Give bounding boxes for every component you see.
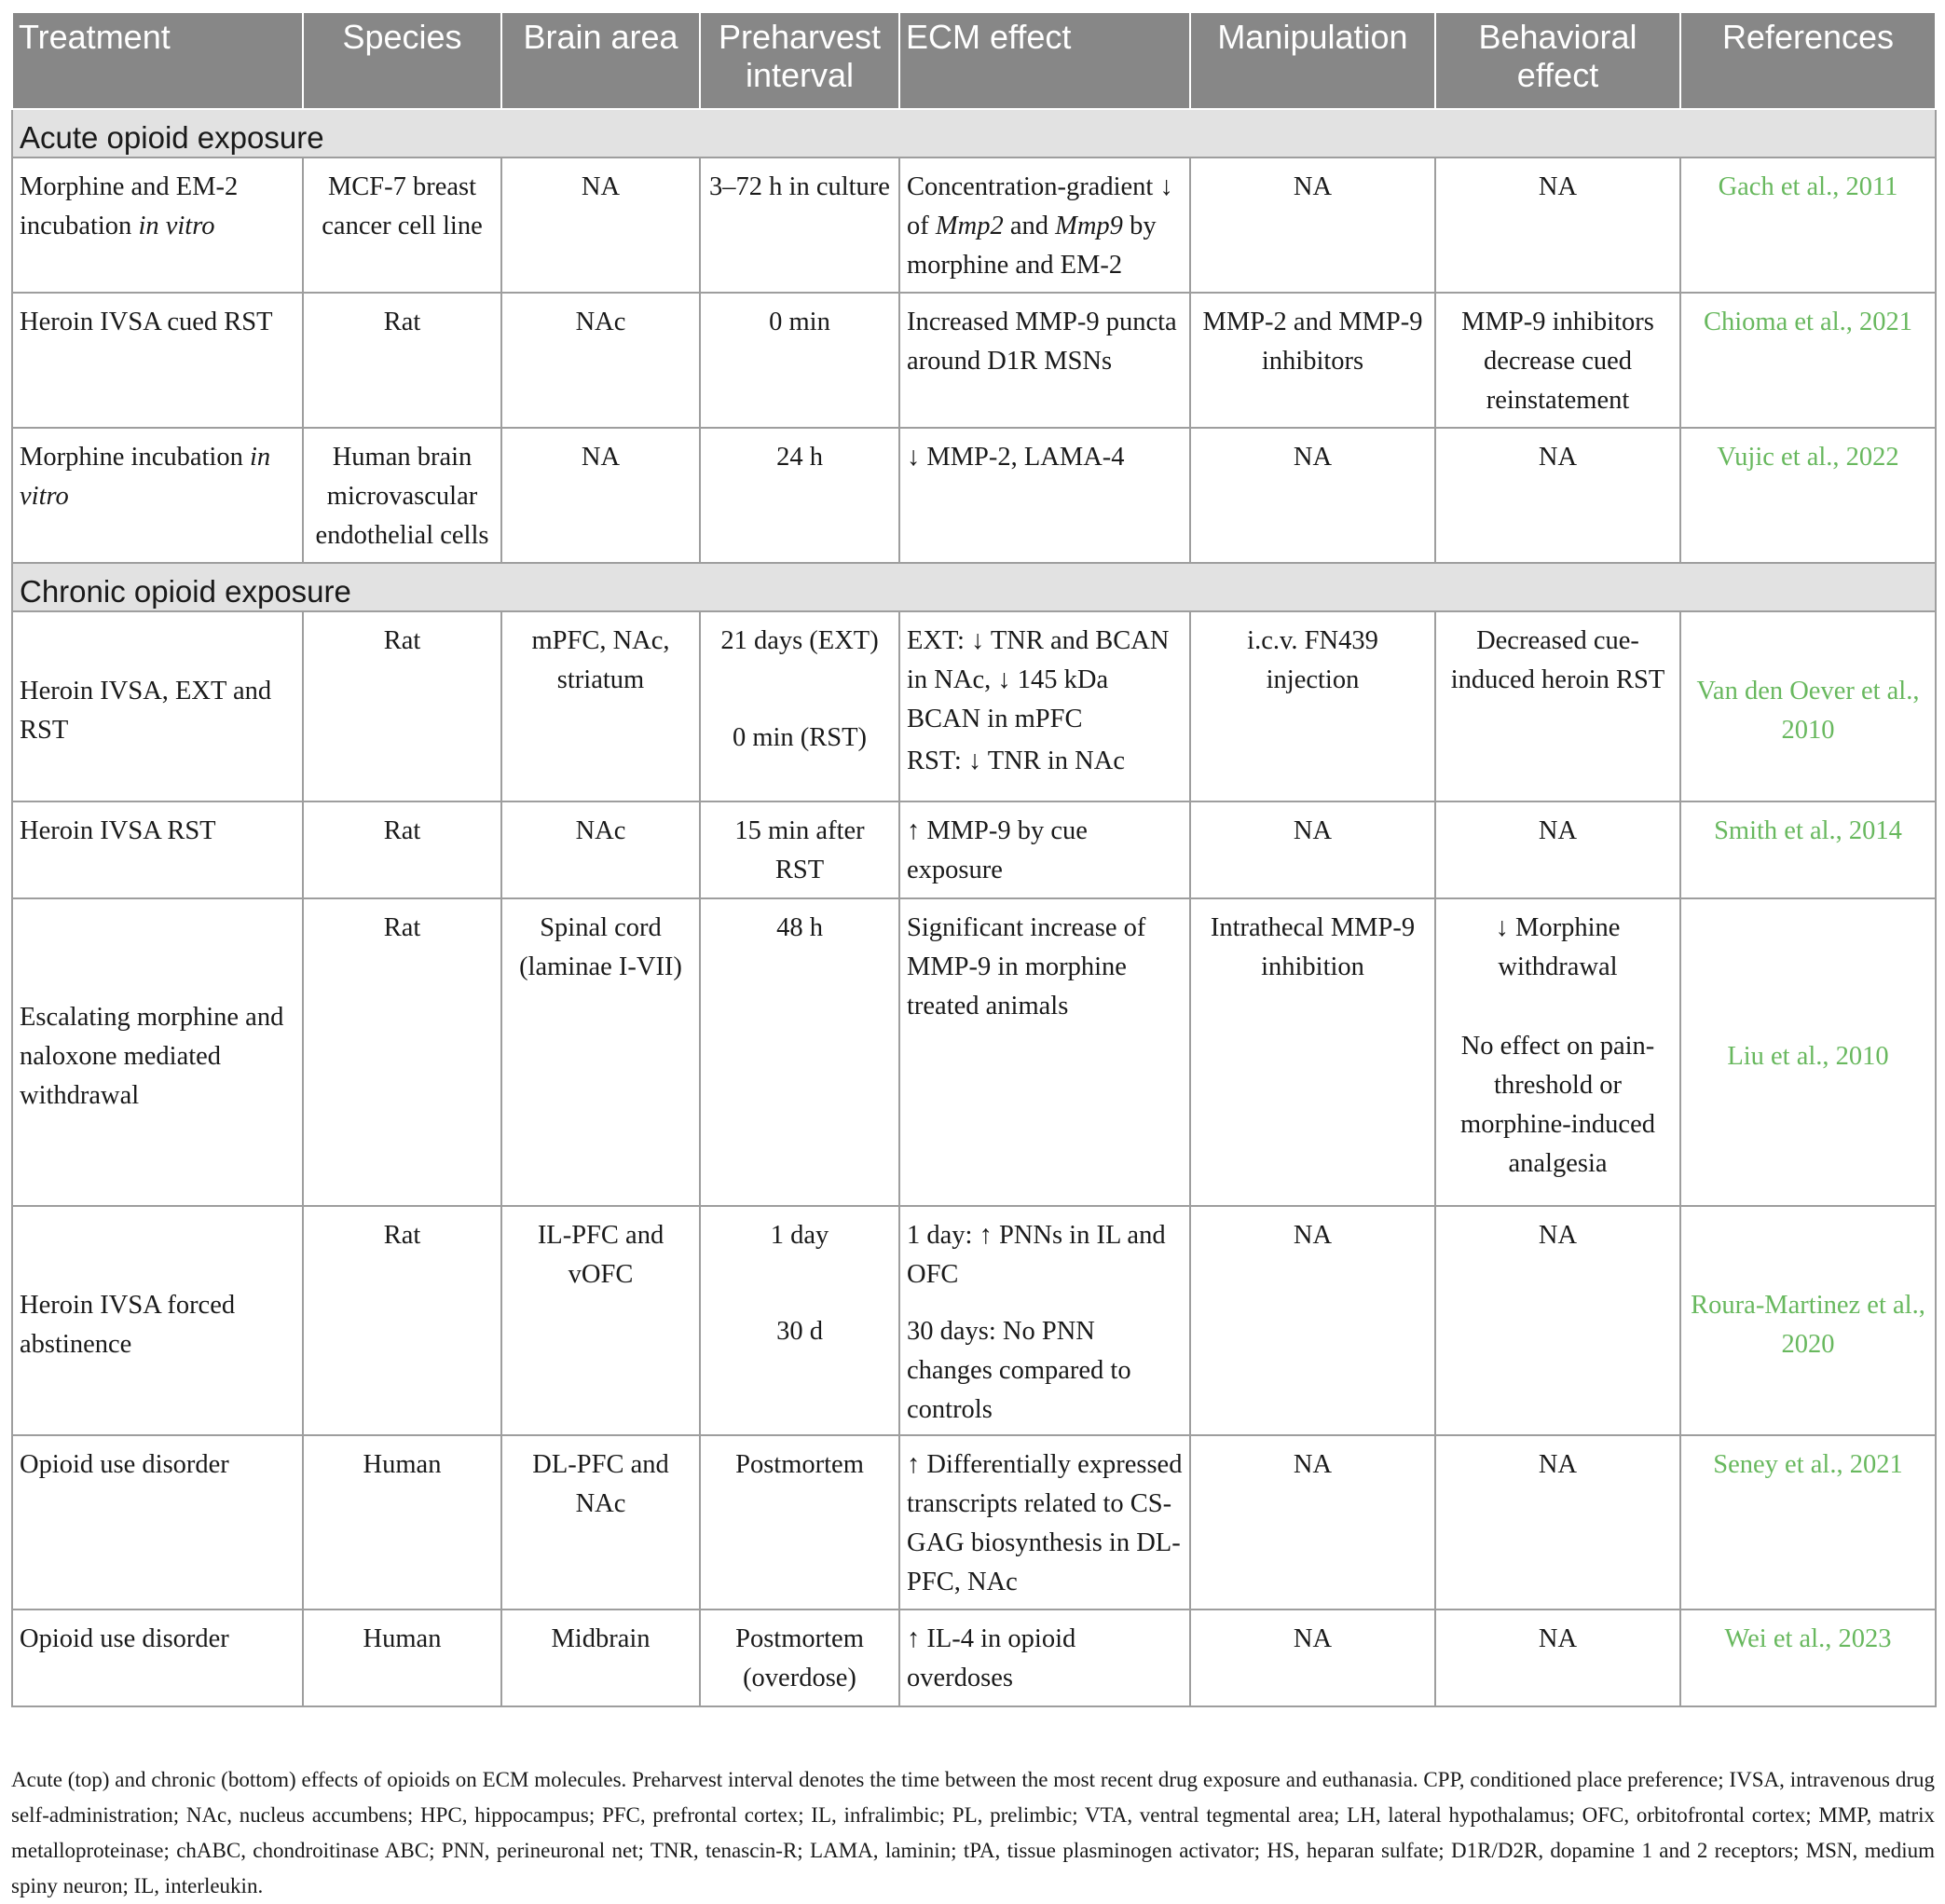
ecm-effect-cell: Concentration-gradient ↓ of Mmp2 and Mmp9 by morphine and EM-2 <box>899 158 1190 293</box>
reference-link[interactable]: Wei et al., 2023 <box>1680 1609 1936 1706</box>
reference-link[interactable]: Gach et al., 2011 <box>1680 158 1936 293</box>
table-row <box>12 428 1936 563</box>
behavioral-effect-cell: NA <box>1435 1609 1680 1706</box>
column-header-manipulation: Manipulation <box>1190 12 1435 109</box>
ecm-effect-cell: Significant increase of MMP-9 in morphine treated animals <box>899 898 1190 1206</box>
ecm-effect-cell: Increased MMP-9 puncta around D1R MSNs <box>899 293 1190 428</box>
treatment-cell: Morphine and EM-2 incubation in vitro <box>12 158 303 293</box>
species-cell: Human <box>303 1435 501 1609</box>
interval-cell <box>700 611 899 801</box>
interval-1-day: 1 day <box>770 1221 829 1250</box>
column-header-species: Species <box>303 12 501 109</box>
section-row-chronic <box>12 563 1936 611</box>
ecm-effect-ext: EXT: ↓ TNR and BCAN in NAc, ↓ 145 kDa BCAN in mPFC <box>907 626 1170 733</box>
behavioral-effect-cell <box>1435 898 1680 1206</box>
table-row <box>12 611 1936 801</box>
interval-cell <box>700 1206 899 1435</box>
treatment-cell: Escalating morphine and naloxone mediated withdrawal <box>12 898 303 1206</box>
table-row <box>12 898 1936 1206</box>
manipulation-cell: NA <box>1190 1609 1435 1706</box>
manipulation-cell: NA <box>1190 1435 1435 1609</box>
brain-area-cell: NAc <box>501 293 700 428</box>
brain-area-cell: DL-PFC and NAc <box>501 1435 700 1609</box>
reference-link[interactable]: Roura-Martinez et al., 2020 <box>1680 1206 1936 1435</box>
ecm-effect-cell <box>899 611 1190 801</box>
brain-area-cell: NAc <box>501 801 700 898</box>
table-row <box>12 1206 1936 1435</box>
behavioral-effect-cell: NA <box>1435 1435 1680 1609</box>
interval-30-d: 30 d <box>776 1317 823 1346</box>
table-row <box>12 293 1936 428</box>
behavioral-effect-cell: NA <box>1435 428 1680 563</box>
species-cell: Human <box>303 1609 501 1706</box>
treatment-cell: Opioid use disorder <box>12 1435 303 1609</box>
manipulation-cell: NA <box>1190 801 1435 898</box>
column-header-references: References <box>1680 12 1936 109</box>
interval-cell: Postmortem <box>700 1435 899 1609</box>
treatment-cell: Opioid use disorder <box>12 1609 303 1706</box>
treatment-cell: Heroin IVSA RST <box>12 801 303 898</box>
interval-ext: 21 days (EXT) <box>720 626 879 655</box>
opioid-ecm-table <box>11 11 1937 1707</box>
ecm-effect-30-days: 30 days: No PNN changes compared to controls <box>907 1317 1131 1424</box>
interval-cell: 24 h <box>700 428 899 563</box>
brain-area-cell: IL-PFC and vOFC <box>501 1206 700 1435</box>
brain-area-cell: Midbrain <box>501 1609 700 1706</box>
behavioral-effect-cell: NA <box>1435 1206 1680 1435</box>
section-title: Acute opioid exposure <box>12 109 1936 158</box>
column-header-brain-area: Brain area <box>501 12 700 109</box>
behavioral-effect-analgesia: No effect on pain-threshold or morphine-induced analgesia <box>1460 1032 1655 1178</box>
brain-area-cell: NA <box>501 428 700 563</box>
ecm-effect-cell: ↑ Differentially expressed transcripts related to CS-GAG biosynthesis in DL-PFC, NAc <box>899 1435 1190 1609</box>
interval-rst: 0 min (RST) <box>732 723 868 752</box>
species-cell: MCF-7 breast cancer cell line <box>303 158 501 293</box>
interval-cell: 3–72 h in culture <box>700 158 899 293</box>
ecm-effect-cell <box>899 1206 1190 1435</box>
ecm-effect-cell: ↓ MMP-2, LAMA-4 <box>899 428 1190 563</box>
ecm-effect-rst: RST: ↓ TNR in NAc <box>907 747 1125 775</box>
interval-cell: Postmortem (overdose) <box>700 1609 899 1706</box>
table-row <box>12 158 1936 293</box>
table-footnote: Acute (top) and chronic (bottom) effects of opioids on ECM molecules. Preharvest interval denotes the time between the most recent drug exposure and euthanasia. CPP, conditioned place preference; IVSA, intravenous drug self-administration; NAc, nucleus accumbens; HPC, hippocampus; PFC, prefrontal cortex; IL, infralimbic; PL, prelimbic; VTA, ventral tegmental area; LH, lateral hypothalamus; OFC, orbitofrontal cortex; MMP, matrix metalloproteinase; chABC, chondroitinase ABC; PNN, perineuronal net; TNR, tenascin-R; LAMA, laminin; tPA, tissue plasminogen activator; HS, heparan sulfate; D1R/D2R, dopamine 1 and 2 receptors; MSN, medium spiny neuron; IL, interleukin. <box>11 1768 1935 1897</box>
section-row-acute <box>12 109 1936 158</box>
treatment-cell: Heroin IVSA forced abstinence <box>12 1206 303 1435</box>
species-cell: Rat <box>303 898 501 1206</box>
interval-cell: 48 h <box>700 898 899 1206</box>
reference-link[interactable]: Chioma et al., 2021 <box>1680 293 1936 428</box>
behavioral-effect-cell: Decreased cue-induced heroin RST <box>1435 611 1680 801</box>
column-header-behavioral-effect: Behavioral effect <box>1435 12 1680 109</box>
brain-area-cell: mPFC, NAc, striatum <box>501 611 700 801</box>
ecm-effect-1-day: 1 day: ↑ PNNs in IL and OFC <box>907 1221 1166 1289</box>
manipulation-cell: i.c.v. FN439 injection <box>1190 611 1435 801</box>
treatment-cell: Heroin IVSA cued RST <box>12 293 303 428</box>
table-row <box>12 801 1936 898</box>
behavioral-effect-cell: NA <box>1435 801 1680 898</box>
manipulation-cell: Intrathecal MMP-9 inhibition <box>1190 898 1435 1206</box>
behavioral-effect-withdrawal: ↓ Morphine withdrawal <box>1495 913 1621 981</box>
table-header-row <box>12 12 1936 109</box>
brain-area-cell: Spinal cord (laminae I-VII) <box>501 898 700 1206</box>
table-row <box>12 1435 1936 1609</box>
ecm-effect-cell: ↑ IL-4 in opioid overdoses <box>899 1609 1190 1706</box>
behavioral-effect-cell: MMP-9 inhibitors decrease cued reinstatement <box>1435 293 1680 428</box>
reference-link[interactable]: Smith et al., 2014 <box>1680 801 1936 898</box>
manipulation-cell: NA <box>1190 428 1435 563</box>
species-cell: Human brain microvascular endothelial cells <box>303 428 501 563</box>
treatment-cell: Heroin IVSA, EXT and RST <box>12 611 303 801</box>
manipulation-cell: NA <box>1190 158 1435 293</box>
reference-link[interactable]: Van den Oever et al., 2010 <box>1680 611 1936 801</box>
table-row <box>12 1609 1936 1706</box>
species-cell: Rat <box>303 293 501 428</box>
brain-area-cell: NA <box>501 158 700 293</box>
species-cell: Rat <box>303 801 501 898</box>
interval-cell: 0 min <box>700 293 899 428</box>
manipulation-cell: NA <box>1190 1206 1435 1435</box>
section-title: Chronic opioid exposure <box>12 563 1936 611</box>
interval-cell: 15 min after RST <box>700 801 899 898</box>
behavioral-effect-cell: NA <box>1435 158 1680 293</box>
treatment-cell: Morphine incubation in vitro <box>12 428 303 563</box>
manipulation-cell: MMP-2 and MMP-9 inhibitors <box>1190 293 1435 428</box>
column-header-preharvest-interval: Preharvest interval <box>700 12 899 109</box>
species-cell: Rat <box>303 1206 501 1435</box>
reference-link[interactable]: Vujic et al., 2022 <box>1680 428 1936 563</box>
reference-link[interactable]: Seney et al., 2021 <box>1680 1435 1936 1609</box>
column-header-treatment: Treatment <box>12 12 303 109</box>
ecm-effect-cell: ↑ MMP-9 by cue exposure <box>899 801 1190 898</box>
species-cell: Rat <box>303 611 501 801</box>
reference-link[interactable]: Liu et al., 2010 <box>1680 898 1936 1206</box>
column-header-ecm-effect: ECM effect <box>899 12 1190 109</box>
